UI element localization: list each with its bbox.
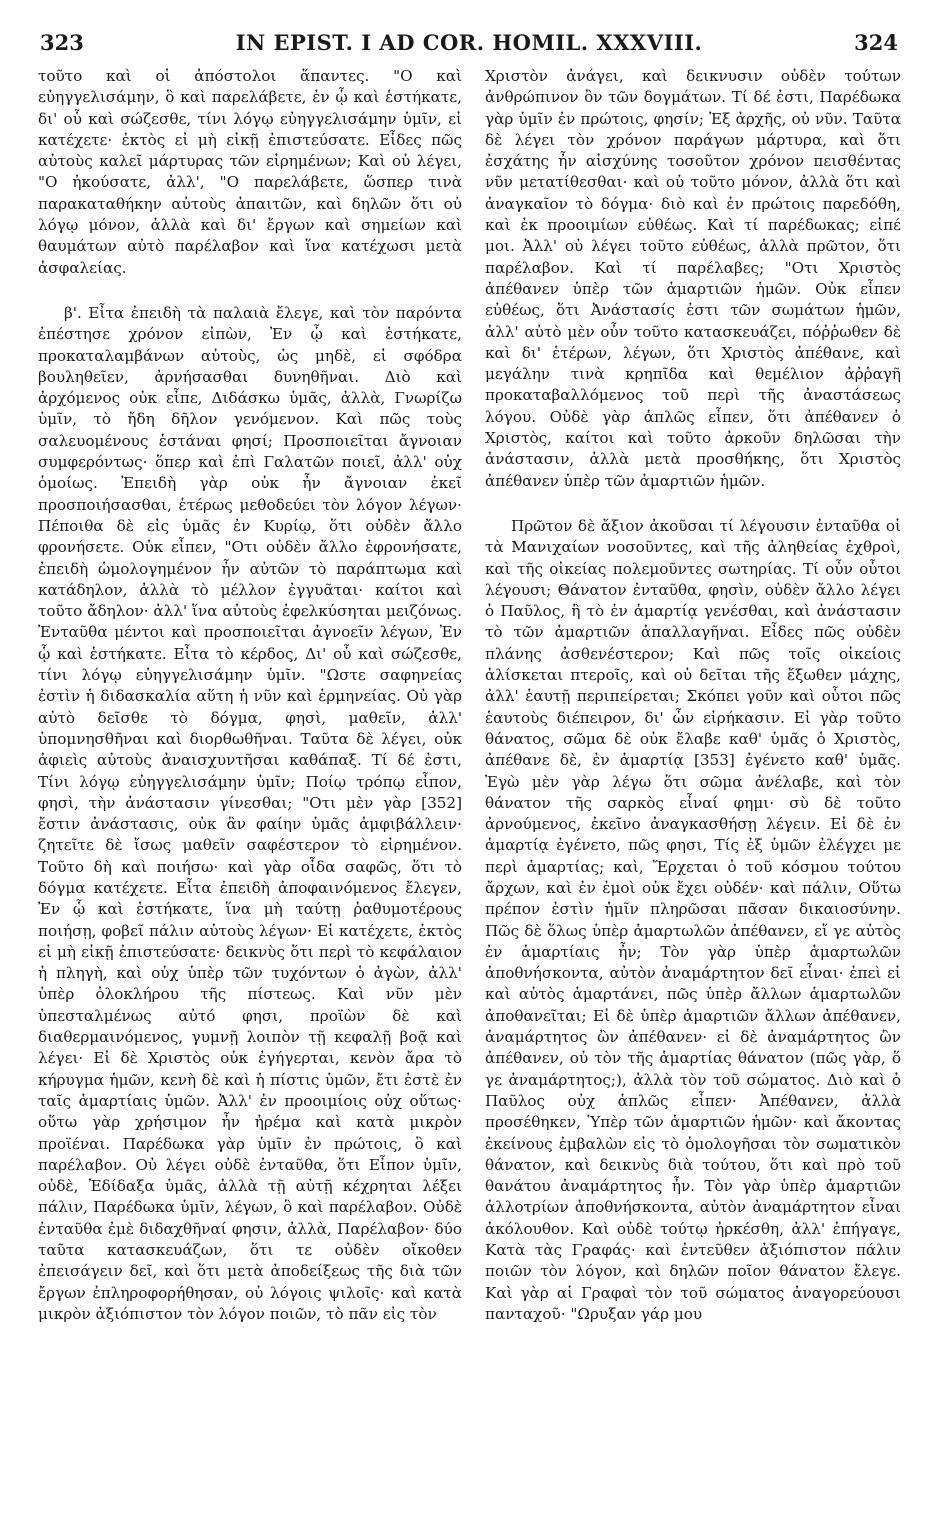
right-paragraph-2: Πρῶτον δὲ ἄξιον ἀκοῦσαι τί λέγουσιν ἐνταῦθα οἱ τὰ Μανιχαίων νοσοῦντες, καὶ τῆς ἀληθείας ἐχθροὶ, καὶ τῆς οἰκείας πολεμοῦντες σωτηρίας. Τί οὖν οὗτοι λέγουσι; Θάνατον ἐνταῦθα, φησὶν, οὐδὲν ἄλλο λέγει ὁ Παῦλος, ἢ τὸ ἐν ἁμαρτίᾳ γενέσθαι, καὶ ἀνάστασιν τὸ τῶν ἁμαρτιῶν ἀπαλλαγῆναι. Εἶδες πῶς οὐδὲν πλάνης ἀσθενέστερον; Καὶ πῶς τοῖς οἰκείοις ἁλίσκεται πτεροῖς, καὶ οὐ δεῖται τῆς ἔξωθεν μάχης, ἀλλ' ἑαυτῇ περιπείρεται; Σκόπει γοῦν καὶ οὗτοι πῶς ἑαυτοὺς διέπειρον, δι' ὧν εἰρήκασιν. Εἰ γὰρ τοῦτο θάνατος, σῶμα δὲ οὐκ ἔλαβε καθ' ὑμᾶς ὁ Χριστὸς, ἀπέθανε δὲ, ἐν ἁμαρτίᾳ [353] ἐγένετο καθ' ὑμᾶς. Ἐγὼ μὲν γὰρ λέγω ὅτι σῶμα ἀνέλαβε, καὶ τὸν θάνατον τῆς σαρκὸς εἶναί φημι· σὺ δὲ τοῦτο ἀρνούμενος, ἐκεῖνο ἀναγκασθήσῃ λέγειν. Εἰ δὲ ἐν ἁμαρτίᾳ ἐγένετο, πῶς φησι, Τίς ἐξ ὑμῶν ἐλέγχει με περὶ ἁμαρτίας; καὶ, Ἔρχεται ὁ τοῦ κόσμου τούτου ἄρχων, καὶ ἐν ἐμοὶ οὐκ ἔχει οὐδέν· καὶ πάλιν, Οὕτω πρέπον ἐστὶν ἡμῖν πληρῶσαι πᾶσαν δικαιοσύνην. Πῶς δὲ ὅλως ὑπὲρ ἁμαρτωλῶν ἀπέθανεν, εἴ γε αὐτὸς ἐν ἁμαρτίαις ἦν; Τὸν γὰρ ὑπὲρ ἁμαρτωλῶν ἀποθνήσκοντα, αὐτὸν ἀναμάρτητον δεῖ εἶναι· ἐπεὶ εἰ καὶ αὐτὸς ἁμαρτάνει, πῶς ὑπὲρ ἄλλων ἁμαρτωλῶν ἀποθανεῖται; Εἰ δὲ ὑπὲρ ἁμαρτιῶν ἄλλων ἀπέθανεν, ἀναμάρτητος ὢν ἀπέθανεν· εἰ δὲ ἀναμάρτητος ὢν ἀπέθανεν, οὐ τὸν τῆς ἁμαρτίας θάνατον (πῶς γὰρ, ὅ γε ἀναμάρτητος;), ἀλλὰ τὸν τοῦ σώματος. Διὸ καὶ ὁ Παῦλος οὐχ ἁπλῶς εἶπεν· Ἀπέθανεν, ἀλλὰ προσέθηκεν, Ὑπὲρ τῶν ἁμαρτιῶν ἡμῶν· καὶ ἄκοντας ἐκείνους ἐμβαλὼν εἰς τὸ ὁμολογῆσαι τὸν σωματικὸν θάνατον, καὶ δεικνὺς διὰ τούτου, ὅτι καὶ πρὸ τοῦ θανάτου ἀναμάρτητος ἦν. Τὸν γὰρ ὑπὲρ ἁμαρτιῶν ἀλλοτρίων ἀποθνήσκοντα, αὐτὸν ἀναμάρτητον εἶναι ἀκόλουθον. Καὶ οὐδὲ τούτῳ ἠρκέσθη, ἀλλ' ἐπήγαγε, Κατὰ τὰς Γραφάς· καὶ ἐντεῦθεν ἀξιόπιστον πάλιν ποιῶν τὸν λόγον, καὶ δηλῶν ποῖον θάνατον ἔλεγε. Καὶ γὰρ αἱ Γραφαὶ τὸν τοῦ σώματος ἀναγορεύουσι πανταχοῦ· "Ωρυξαν γάρ μου bbox=[485, 516, 901, 1323]
left-paragraph-1: τοῦτο καὶ οἱ ἀπόστολοι ἅπαντες. "Ο καὶ εὐηγγελισάμην, ὃ καὶ παρελάβετε, ἐν ᾧ καὶ ἑστήκατε, δι' οὗ καὶ σώζεσθε, τίνι λόγῳ εὐηγγελισάμην ὑμῖν, εἰ κατέχετε· ἐκτὸς εἰ μὴ εἰκῇ ἐπιστεύσατε. Εἶδες πῶς αὐτοὺς καλεῖ μάρτυρας τῶν εἰρημένων; Καὶ οὐ λέγει, "Ο ἠκούσατε, ἀλλ', "Ο παρελάβετε, ὥσπερ τινὰ παρακαταθήκην αὐτοὺς ἀπαιτῶν, καὶ δηλῶν ὅτι οὐ λόγῳ μόνον, ἀλλὰ καὶ δι' ἔργων καὶ σημείων καὶ θαυμάτων αὐτὸ παρέλαβον καὶ ἵνα κατέχωσι μετὰ ἀσφαλείας. bbox=[38, 67, 462, 277]
left-column bbox=[38, 66, 462, 1325]
right-paragraph-1: Χριστὸν ἀνάγει, καὶ δεικνυσιν οὐδὲν τούτων ἀνθρώπινον ὂν τῶν δογμάτων. Τί δέ ἐστι, Παρέδωκα γὰρ ὑμῖν ἐν πρώτοις, φησίν; Ἐξ ἀρχῆς, οὐ νῦν. Ταῦτα δὲ λέγει τὸν χρόνον παράγων μάρτυρα, καὶ ὅτι ἐσχάτης ἦν αἰσχύνης τοσοῦτον χρόνον πεισθέντας νῦν μετατίθεσθαι· καὶ οὐ τοῦτο μόνον, ἀλλὰ ὅτι καὶ ἀναγκαῖον τὸ δόγμα· διὸ καὶ ἐν πρώτοις παρεδόθη, καὶ ἐκ προοιμίων εὐθέως. Καὶ τί παρέδωκας; εἰπέ μοι. Ἀλλ' οὐ λέγει τοῦτο εὐθέως, ἀλλὰ πρῶτον, ὅτι παρέλαβον. Καὶ τί παρέλαβες; "Οτι Χριστὸς ἀπέθανεν ὑπὲρ τῶν ἁμαρτιῶν ἡμῶν. Οὐκ εἶπεν εὐθέως, ὅτι Ἀνάστασίς ἐστι τῶν σωμάτων ἡμῶν, ἀλλ' αὐτὸ μὲν οὖν τοῦτο κατασκευάζει, πόῤῥωθεν δὲ καὶ δι' ἑτέρων, λέγων, ὅτι Χριστὸς ἀπέθανε, καὶ μεγάλην τινὰ κρηπῖδα καὶ θεμέλιον ἀῤῥαγῆ προκαταβαλλόμενος τοῦ περὶ τῆς ἀναστάσεως λόγου. Οὐδὲ γὰρ ἁπλῶς εἶπεν, ὅτι ἀπέθανεν ὁ Χριστὸς, καίτοι καὶ τοῦτο ἀρκοῦν δηλῶσαι τὴν ἀνάστασιν, ἀλλὰ μετὰ προσθήκης, ὅτι Χριστὸς ἀπέθανεν ὑπὲρ τῶν ἁμαρτιῶν ἡμῶν. bbox=[485, 67, 901, 490]
page-number-right: 324 bbox=[854, 30, 898, 55]
right-column bbox=[485, 66, 901, 1325]
left-paragraph-2: β'. Εἶτα ἐπειδὴ τὰ παλαιὰ ἔλεγε, καὶ τὸν παρόντα ἐπέστησε χρόνον εἰπὼν, Ἐν ᾧ καὶ ἑστήκατε, προκαταλαμβάνων αὐτοὺς, ὡς μηδὲ, εἰ σφόδρα βουληθεῖεν, ἀρνήσασθαι δυνηθῆναι. Διὸ καὶ ἀρχόμενος οὐκ εἶπε, Διδάσκω ὑμᾶς, ἀλλὰ, Γνωρίζω ὑμῖν, τὸ ἤδη δῆλον γενόμενον. Καὶ πῶς τοὺς σαλευομένους ἑστάναι φησί; Προσποιεῖται ἄγνοιαν συμφερόντως· ὅπερ καὶ ἐπὶ Γαλατῶν ποιεῖ, ἀλλ' οὐχ ὁμοίως. Ἐπειδὴ γὰρ οὐκ ἦν ἄγνοιαν ἐκεῖ προσποιήσασθαι, ἑτέρως μεθοδεύει τὸν λόγον λέγων· Πέποιθα δὲ εἰς ὑμᾶς ἐν Κυρίῳ, ὅτι οὐδὲν ἄλλο φρονήσετε. Οὐκ εἶπεν, "Οτι οὐδὲν ἄλλο ἐφρονήσατε, ἐπειδὴ ὡμολογημένον ἦν αὐτῶν τὸ παράπτωμα καὶ κατάδηλον, ἀλλὰ τὸ μέλλον ἐγγυᾶται· καίτοι καὶ τοῦτο ἄδηλον· ἀλλ' ἵνα αὐτοὺς ἐφελκύσηται μειζόνως. Ἐνταῦθα μέντοι καὶ προσποιεῖται ἀγνοεῖν λέγων, Ἐν ᾧ καὶ ἑστήκατε. Εἶτα τὸ κέρδος, Δι' οὗ καὶ σώζεσθε, τίνι λόγῳ εὐηγγελισάμην ὑμῖν. "Ωστε σαφηνείας ἐστὶν ἡ διδασκαλία αὕτη ἡ νῦν καὶ ἑρμηνείας. Οὐ γὰρ αὐτὸ δεῖσθε τὸ δόγμα, φησὶ, μαθεῖν, ἀλλ' ὑπομνησθῆναι καὶ διορθωθῆναι. Ταῦτα δὲ λέγει, οὐκ ἀφιεὶς αὐτοὺς ἀναισχυντῆσαι καθάπαξ. Τί δέ ἐστι, Τίνι λόγῳ εὐηγγελισάμην ὑμῖν; Ποίῳ τρόπῳ εἶπον, φησὶ, τὴν ἀνάστασιν γίνεσθαι; "Οτι μὲν γὰρ [352] ἔστιν ἀνάστασις, οὐκ ἂν φαίην ὑμᾶς ἀμφιβάλλειν· ζητεῖτε δὲ ἴσως μαθεῖν σαφέστερον τὸ εἰρημένον. Τοῦτο δὴ καὶ ποιήσω· καὶ γὰρ οἶδα σαφῶς, ὅτι τὸ δόγμα κατέχετε. Εἶτα ἐπειδὴ ἀποφαινόμενος ἔλεγεν, Ἐν ᾧ καὶ ἑστήκατε, ἵνα μὴ ταύτῃ ῥαθυμοτέρους ποιήσῃ, φοβεῖ πάλιν αὐτοὺς λέγων· Εἰ κατέχετε, ἐκτὸς εἰ μὴ εἰκῇ ἐπιστεύσατε· δεικνὺς ὅτι περὶ τὸ κεφάλαιον ἡ πληγὴ, καὶ οὐχ ὑπὲρ τῶν τυχόντων ὁ ἀγὼν, ἀλλ' ὑπὲρ ὁλοκλήρου τῆς πίστεως. Καὶ νῦν μὲν ὑπεσταλμένως αὐτό φησι, προϊὼν δὲ καὶ διαθερμαινόμενος, γυμνῇ λοιπὸν τῇ κεφαλῇ βοᾷ καὶ λέγει· Εἰ δὲ Χριστὸς οὐκ ἐγήγερται, κενὸν ἄρα τὸ κήρυγμα ἡμῶν, κενὴ δὲ καὶ ἡ πίστις ὑμῶν, ἔτι ἐστὲ ἐν ταῖς ἁμαρτίαις ὑμῶν. Ἀλλ' ἐν προοιμίοις οὐχ οὕτως· οὕτω γὰρ χρήσιμον ἦν ἠρέμα καὶ κατὰ μικρὸν προϊέναι. Παρέδωκα γὰρ ὑμῖν ἐν πρώτοις, ὃ καὶ παρέλαβον. Οὐ λέγει οὐδὲ ἐνταῦθα, ὅτι Εἶπον ὑμῖν, οὐδὲ, Ἐδίδαξα ὑμᾶς, ἀλλὰ τῇ αὐτῇ κέχρηται λέξει πάλιν, Παρέδωκα ὑμῖν, λέγων, ὃ καὶ παρέλαβον. Οὐδὲ ἐνταῦθα ἐμὲ διδαχθῆναί φησιν, ἀλλὰ, Παρέλαβον· δύο ταῦτα κατασκευάζων, ὅτι τε οὐδὲν οἴκοθεν ἐπεισάγειν δεῖ, καὶ ὅτι μετὰ ἀποδείξεως τῆς διὰ τῶν ἔργων ἐπληροφορήθησαν, οὐ λόγοις ψιλοῖς· καὶ κατὰ μικρὸν ἀξιόπιστον τὸν λόγον ποιῶν, τὸ πᾶν εἰς τὸν bbox=[38, 303, 462, 1323]
page-number-left: 323 bbox=[40, 30, 84, 55]
running-header bbox=[40, 30, 898, 64]
running-title: IN EPIST. I AD COR. HOMIL. XXXVIII. bbox=[235, 30, 703, 55]
